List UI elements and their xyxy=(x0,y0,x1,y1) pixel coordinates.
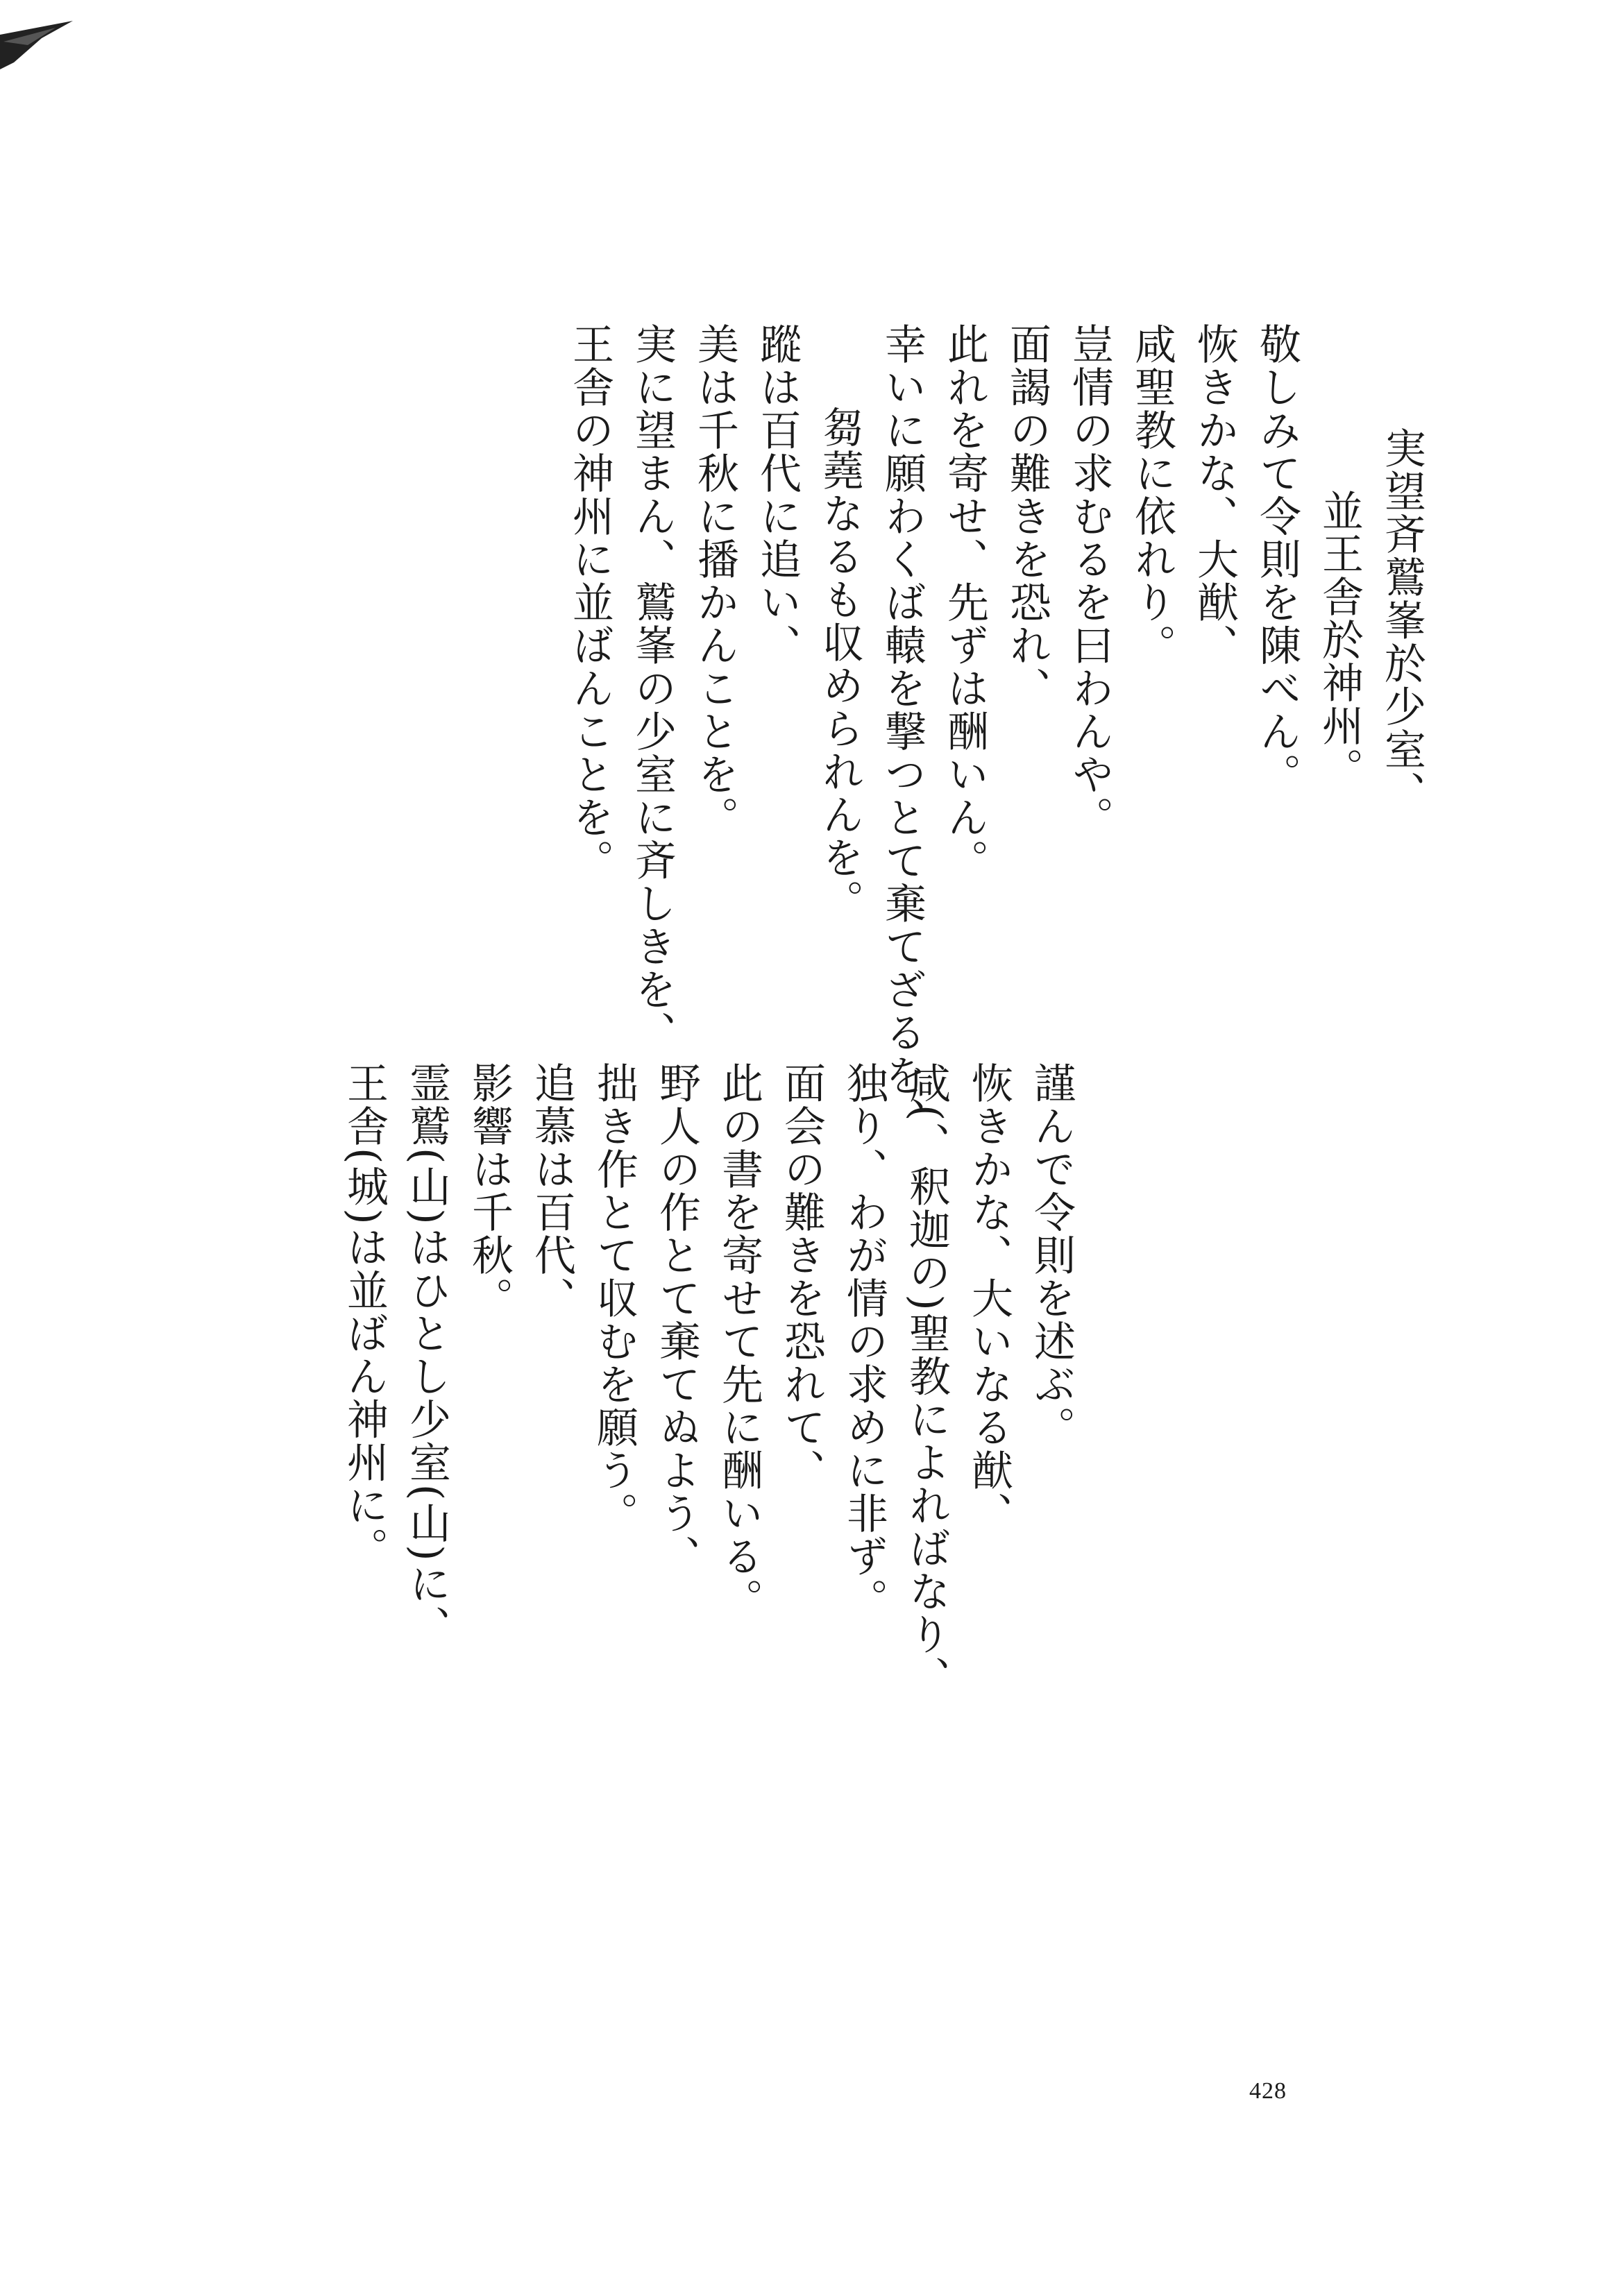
verse-line: 咸聖教に依れり。 xyxy=(1128,323,1176,667)
scan-artifact-mark xyxy=(0,21,76,69)
translation-line: 拙き作とて収むを願う。 xyxy=(590,1062,638,1535)
verse-line: 敬しみて令則を陳べん。 xyxy=(1253,323,1301,796)
translation-line: 咸(、釈迦の)聖教によればなり、 xyxy=(902,1062,951,1699)
verse-line: 王舎の神州に並ばんことを。 xyxy=(566,323,614,882)
verse-line: 恢きかな、大猷、 xyxy=(1190,323,1239,667)
translation-line: 面会の難きを恐れて、 xyxy=(777,1062,826,1492)
verse-line: 蹤は百代に追い、 xyxy=(753,323,802,667)
verse-line: 美は千秋に播かんことを。 xyxy=(691,323,739,839)
verse-line: 面謁の難きを恐れ、 xyxy=(1003,323,1051,710)
translation-line: 野人の作とて棄てぬよう、 xyxy=(652,1062,701,1578)
verse-line: 実に望まん、鷲峯の少室に斉しきを、 xyxy=(628,323,677,1054)
translation-line: 追慕は百代、 xyxy=(527,1062,576,1320)
title-line-2: 並王舎於神州。 xyxy=(1315,489,1364,790)
translation-line: 王舎(城)は並ばん神州に。 xyxy=(340,1062,389,1570)
translation-line: 恢きかな、大いなる猷、 xyxy=(965,1062,1013,1535)
translation-line: 謹んで令則を述ぶ。 xyxy=(1027,1062,1076,1449)
kanbun-reading-block xyxy=(434,323,1433,1140)
verse-line: 豈情の求むるを曰わんや。 xyxy=(1065,323,1114,839)
verse-line: 此れを寄せ、先ずは酬いん。 xyxy=(940,323,989,882)
page-number: 428 xyxy=(1249,2078,1287,2104)
title-line-1: 実望斉鷲峯於少室、 xyxy=(1378,427,1426,814)
modern-translation-block xyxy=(340,1062,1083,1846)
translation-line: 影響は千秋。 xyxy=(465,1062,514,1320)
translation-line: 独り、わが情の求めに非ず。 xyxy=(840,1062,888,1621)
translation-line: 此の書を寄せて先に酬いる。 xyxy=(715,1062,763,1621)
translation-line: 霊鷲(山)はひとし少室(山)に、 xyxy=(403,1062,451,1649)
verse-line: 芻蕘なるも収められんを。 xyxy=(815,406,864,922)
verse-line: 幸いに願わくば轅を撃つとて棄てざるを、 xyxy=(878,323,927,1140)
